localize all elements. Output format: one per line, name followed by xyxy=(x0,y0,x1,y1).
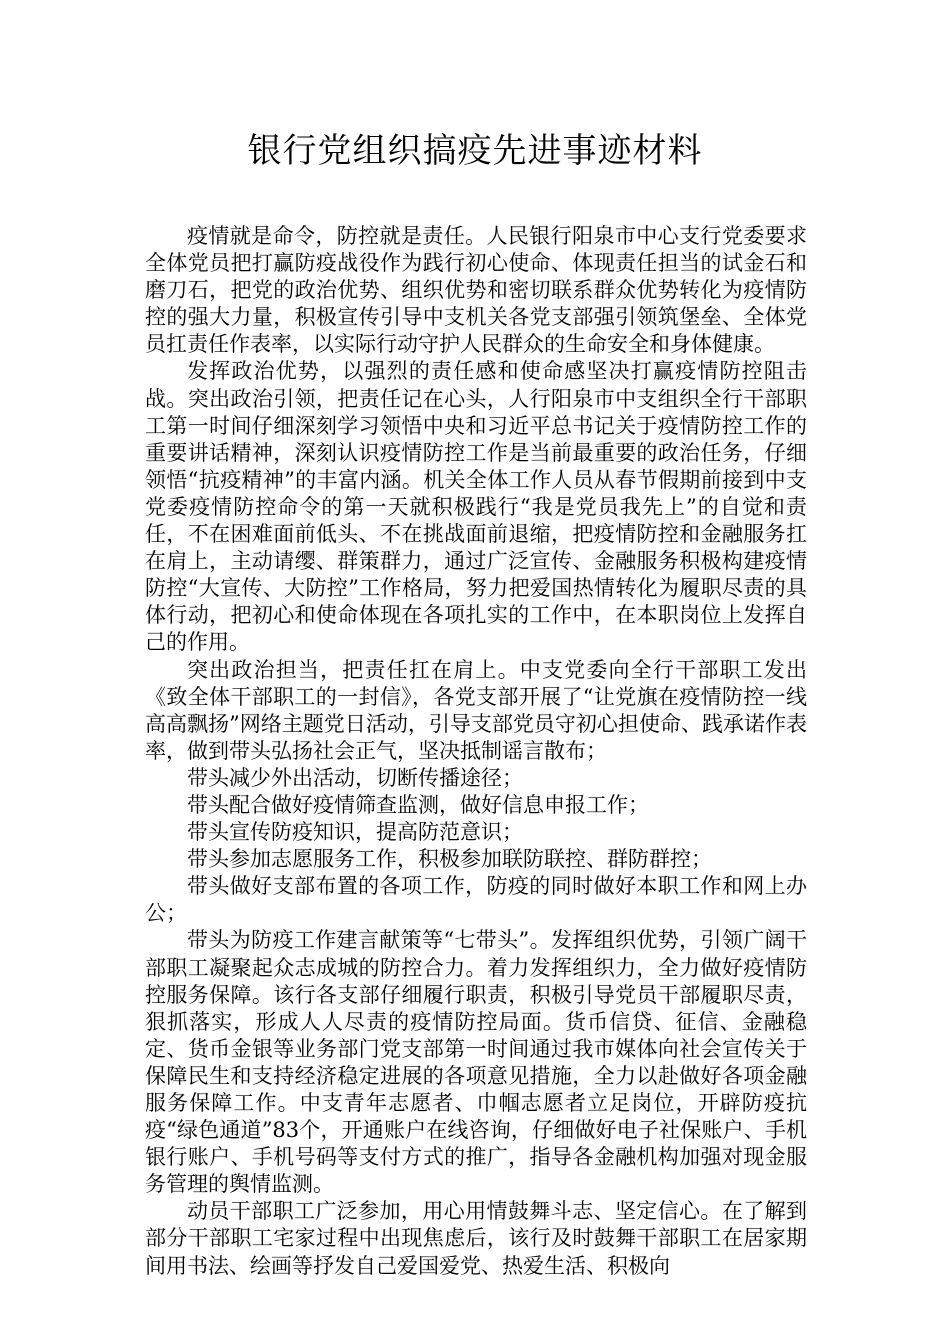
paragraph: 带头减少外出活动，切断传播途径； xyxy=(187,765,523,790)
paragraph: 带头宣传防疫知识，提高防范意识； xyxy=(187,820,523,845)
paragraph: 带头配合做好疫情筛查监测，做好信息申报工作； xyxy=(187,792,649,817)
document-title: 银行党组织搞疫先进事迹材料 xyxy=(247,131,703,171)
paragraph: 疫情就是命令，防控就是责任。人民银行阳泉市中心支行党委要求全体党员把打赢防疫战役作为践行初心使命、体现责任担当的试金石和磨刀石，把党的政治优势、组织优势和密切联系群众优势转化为疫情防控的强大力量，积极宣传引导中支机关各党支部强引领筑堡垒、全体党员扛责任作表率，以实际行动守护人民群众的生命安全和身体健康。 xyxy=(145,224,807,357)
paragraph: 突出政治担当，把责任扛在肩上。中支党委向全行干部职工发出《致全体干部职工的一封信》，各党支部开展了“让党旗在疫情防控一线高高飘扬”网络主题党日活动，引导支部党员守初心担使命、践承诺作表率，做到带头弘扬社会正气，坚决抵制谣言散布； xyxy=(145,657,807,763)
paragraph: 带头参加志愿服务工作，积极参加联防联控、群防群控； xyxy=(187,847,712,872)
paragraph: 动员干部职工广泛参加，用心用情鼓舞斗志、坚定信心。在了解到部分干部职工宅家过程中出现焦虑后，该行及时鼓舞干部职工在居家期间用书法、绘画等抒发自己爱国爱党、热爱生活、积极向 xyxy=(145,1199,807,1278)
paragraph: 带头为防疫工作建言献策等“七带头”。发挥组织优势，引领广阔干部职工凝聚起众志成城的防控合力。着力发挥组织力，全力做好疫情防控服务保障。该行各支部仔细履行职责，积极引导党员干部履职尽责，狠抓落实，形成人人尽责的疫情防控局面。货币信贷、征信、金融稳定、货币金银等业务部门党支部第一时间通过我市媒体向社会宣传关于保障民生和支持经济稳定进展的各项意见措施，全力以赴做好各项金融服务保障工作。中支青年志愿者、巾帼志愿者立足岗位，开辟防疫抗疫“绿色通道”83个，开通账户在线咨询，仔细做好电子社保账户、手机银行账户、手机号码等支付方式的推广，指导各金融机构加强对现金服务管理的舆情监测。 xyxy=(145,928,807,1197)
document-body xyxy=(145,223,807,1280)
paragraph: 带头做好支部布置的各项工作，防疫的同时做好本职工作和网上办公； xyxy=(145,874,807,926)
paragraph: 发挥政治优势，以强烈的责任感和使命感坚决打赢疫情防控阻击战。突出政治引领，把责任记在心头，人行阳泉市中支组织全行干部职工第一时间仔细深刻学习领悟中央和习近平总书记关于疫情防控工作的重要讲话精神，深刻认识疫情防控工作是当前最重要的政治任务，仔细领悟“抗疫精神”的丰富内涵。机关全体工作人员从春节假期前接到中支党委疫情防控命令的第一天就积极践行“我是党员我先上”的自觉和责任，不在困难面前低头、不在挑战面前退缩，把疫情防控和金融服务扛在肩上，主动请缨、群策群力，通过广泛宣传、金融服务积极构建疫情防控“大宣传、大防控”工作格局，努力把爱国热情转化为履职尽责的具体行动，把初心和使命体现在各项扎实的工作中，在本职岗位上发挥自己的作用。 xyxy=(145,359,807,655)
